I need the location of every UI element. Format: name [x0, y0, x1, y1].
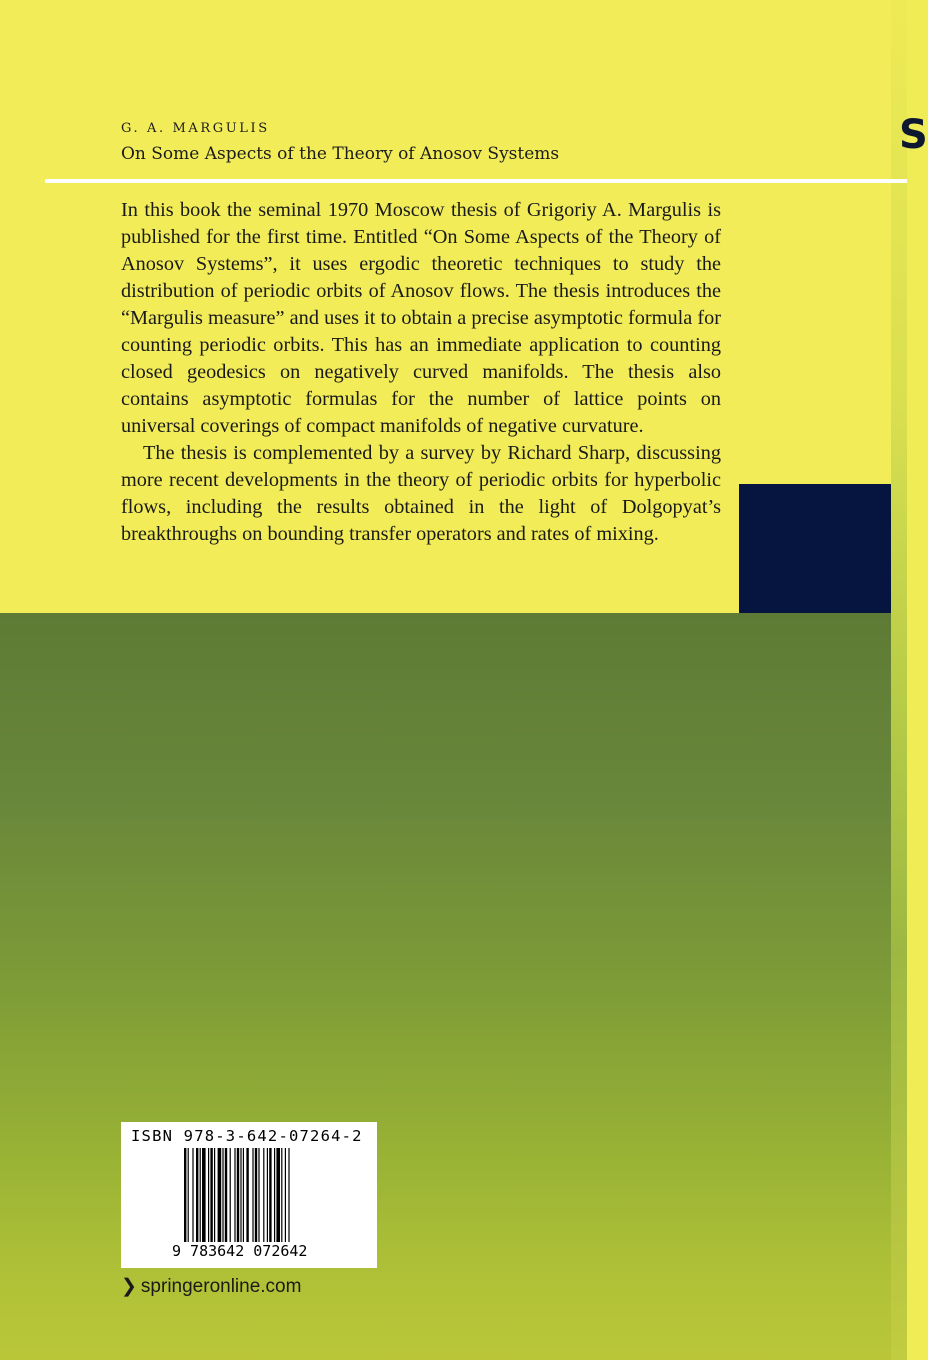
spine-title-letter: S — [899, 112, 928, 158]
barcode-bar — [234, 1148, 235, 1242]
barcode-bar — [281, 1148, 282, 1242]
barcode-bar — [208, 1148, 209, 1242]
barcode-bar — [200, 1148, 201, 1242]
book-description — [121, 197, 721, 548]
barcode-bar — [202, 1148, 206, 1242]
author-name: G. A. MARGULIS — [121, 121, 270, 136]
description-paragraph-2: The thesis is complemented by a survey by Richard Sharp, discussing more recent developments in the theory of periodic orbits for hyperbolic flows, including the results obtained in the light of Dolgopyat’s breakthroughs on bounding transfer operators and rates of mixing. — [121, 442, 721, 545]
barcode-digits: 9 783642 072642 — [172, 1242, 308, 1260]
barcode-bar — [184, 1148, 186, 1254]
barcode-bar — [192, 1148, 193, 1242]
barcode-bar — [263, 1148, 264, 1242]
barcode-bar — [288, 1148, 289, 1254]
barcode-bar — [274, 1148, 275, 1242]
barcode-bar — [240, 1148, 241, 1254]
barcode-bar — [269, 1148, 271, 1242]
website-text: springeronline.com — [140, 1276, 302, 1297]
barcode-bar — [243, 1148, 244, 1242]
isbn-label: ISBN 978-3-642-07264-2 — [131, 1127, 363, 1145]
chevron-right-icon: ❯ — [121, 1276, 137, 1297]
barcode-bar — [222, 1148, 223, 1242]
barcode-bar — [230, 1148, 231, 1242]
barcode-bar — [246, 1148, 248, 1242]
spine-edge — [891, 0, 928, 1360]
barcode-bar — [188, 1148, 189, 1254]
barcode-bar — [252, 1148, 253, 1242]
barcode-bar — [225, 1148, 227, 1242]
barcode-bar — [285, 1148, 286, 1242]
book-title: On Some Aspects of the Theory of Anosov Systems — [121, 144, 560, 164]
barcode-bar — [214, 1148, 215, 1242]
barcode-bar — [267, 1148, 268, 1242]
barcode-bar — [210, 1148, 212, 1242]
website-link[interactable] — [121, 1275, 301, 1298]
description-paragraph-1: In this book the seminal 1970 Moscow thesis of Grigoriy A. Margulis is published for the first time. Entitled “On Some Aspects of the Theory of Anosov Systems”, it uses ergodic theoretic techniques to study the distribution of periodic orbits of Anosov flows. The thesis introduces the “Margulis measure” and uses it to obtain a precise asymptotic formula for counting periodic orbits. This has an immediate application to counting closed geodesics on negatively curved manifolds. The thesis also contains asymptotic formulas for the number of lattice points on universal coverings of compact manifolds of negative curvature. — [121, 199, 721, 437]
barcode-bars — [184, 1148, 324, 1254]
isbn-barcode — [121, 1122, 377, 1268]
barcode-bar — [258, 1148, 259, 1242]
barcode-bar — [218, 1148, 222, 1242]
barcode-bar — [276, 1148, 280, 1242]
barcode-bar — [196, 1148, 198, 1242]
barcode-bar — [255, 1148, 257, 1242]
barcode-bar — [237, 1148, 239, 1254]
header-divider — [45, 179, 907, 183]
navy-accent-block — [739, 484, 891, 613]
